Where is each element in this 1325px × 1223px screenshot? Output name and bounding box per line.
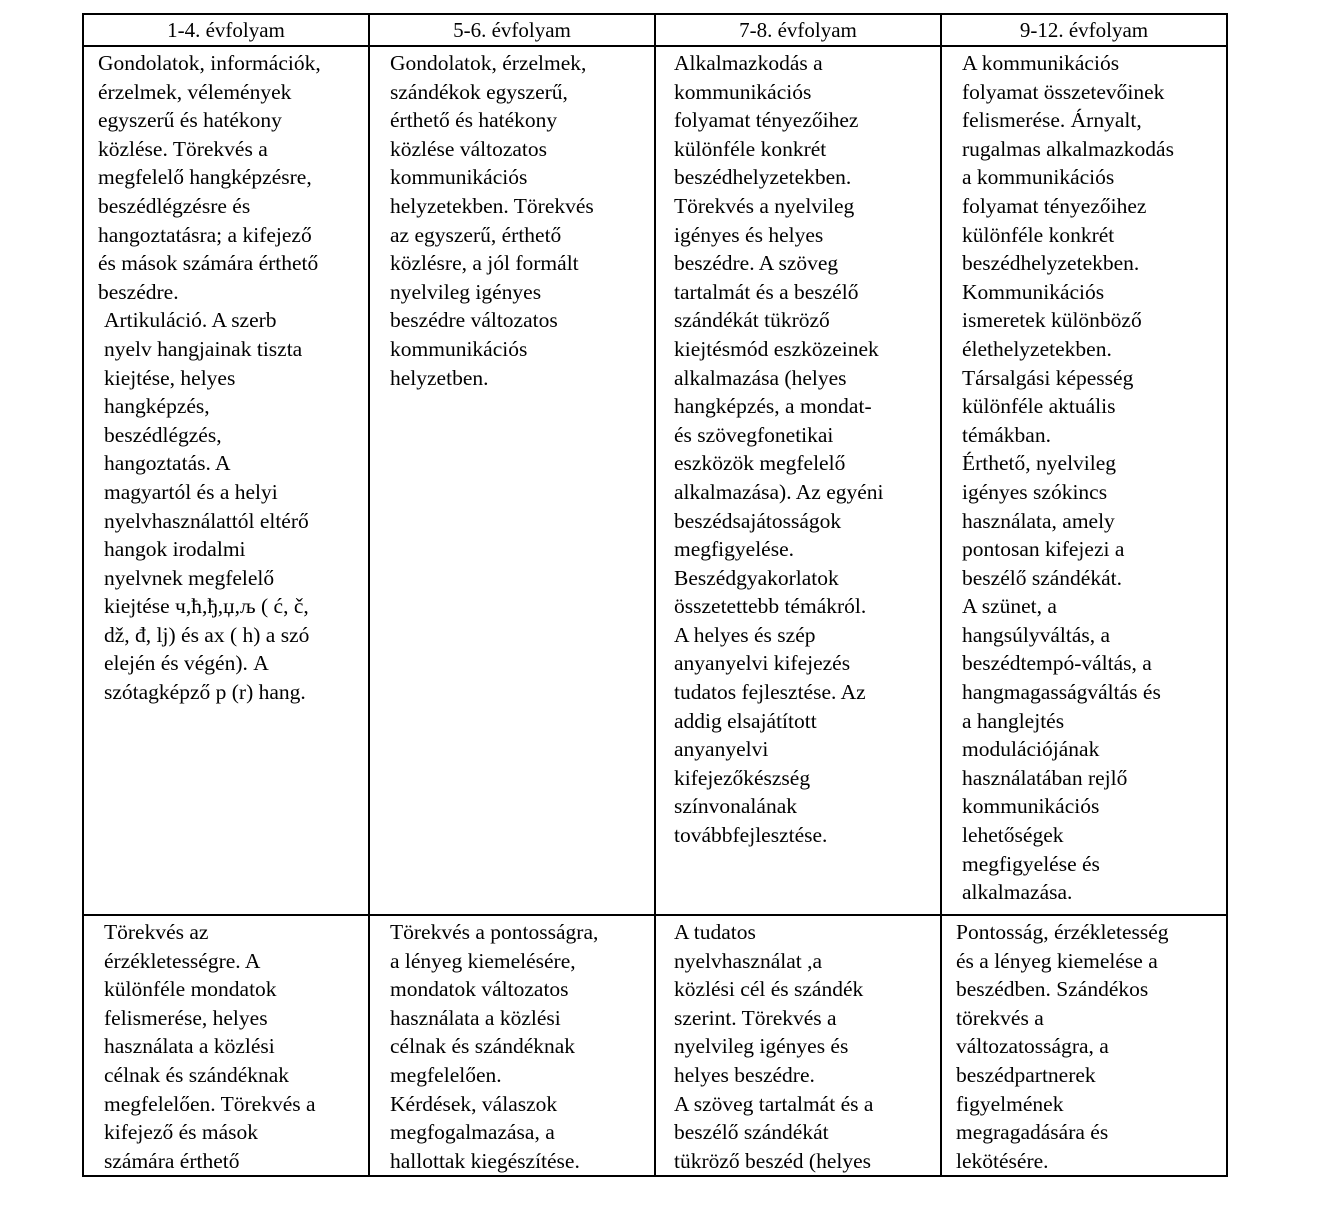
cell-grade-7-8	[655, 46, 941, 915]
cell-paragraph: Alkalmazkodás a kommunikációs folyamat tényezőihez különféle konkrét beszédhelyzetekben. Törekvés a nyelvileg igényes és helyes beszédre. A szöveg tartalmát és a beszélő szándékát tükröző kiejtésmód eszközeinek alkalmazása (helyes hangképzés, a mondat- és szövegfonetikai eszközök megfelelő alkalmazása). Az egyéni beszédsajátosságok megfigyelése. Beszédgyakorlatok összetettebb témákról. A helyes és szép anyanyelvi kifejezés tudatos fejlesztése. Az addig elsajátított anyanyelvi kifejezőkészség színvonalának továbbfejlesztése.	[674, 51, 884, 848]
cell-paragraph: Törekvés az érzékletességre. A különféle mondatok felismerése, helyes használata a közlési célnak és szándéknak megfelelően. Törekvés a kifejező és mások számára érthető	[104, 920, 316, 1173]
cell-grade-5-6	[369, 915, 655, 1176]
cell-paragraph: A tudatos nyelvhasználat ,a közlési cél és szándék szerint. Törekvés a nyelvileg igényes és helyes beszédre. A szöveg tartalmát és a beszélő szándékát tükröző beszéd (helyes	[674, 920, 874, 1173]
cell-paragraph: Pontosság, érzékletesség és a lényeg kiemelése a beszédben. Szándékos törekvés a változatosságra, a beszédpartnerek figyelmének megragadására és lekötésére.	[956, 920, 1169, 1173]
table-header-row	[83, 14, 1227, 46]
header-grade-9-12: 9-12. évfolyam	[941, 14, 1227, 46]
cell-paragraph: A kommunikációs folyamat összetevőinek felismerése. Árnyalt, rugalmas alkalmazkodás a kommunikációs folyamat tényezőihez különféle konkrét beszédhelyzetekben. Kommunikációs ismeretek különböző élethelyzetekben. Társalgási képesség különféle aktuális témákban. Érthető, nyelvileg igényes szókincs használata, amely pontosan kifejezi a beszélő szándékát.	[962, 51, 1174, 590]
cell-paragraph: Artikuláció. A szerb nyelv hangjainak tiszta kiejtése, helyes hangképzés, beszédlégzés, hangoztatás. A magyartól és a helyi nyelvhasználattól eltérő hangok irodalmi nyelvnek megfelelő kiejtése ч,ћ,ђ,џ,љ ( ć, č, dž, đ, lj) és ах ( h) a szó elején és végén). A szótagképző р (r) hang.	[104, 308, 310, 705]
table-row	[83, 915, 1227, 1176]
header-grade-7-8: 7-8. évfolyam	[655, 14, 941, 46]
table-row	[83, 46, 1227, 915]
cell-grade-9-12	[941, 915, 1227, 1176]
header-grade-5-6: 5-6. évfolyam	[369, 14, 655, 46]
header-grade-1-4: 1-4. évfolyam	[83, 14, 369, 46]
cell-grade-9-12	[941, 46, 1227, 915]
cell-grade-1-4	[83, 915, 369, 1176]
cell-paragraph: Gondolatok, információk, érzelmek, vélemények egyszerű és hatékony közlése. Törekvés a megfelelő hangképzésre, beszédlégzésre és hangoztatásra; a kifejező és mások számára érthető beszédre.	[98, 51, 321, 304]
cell-grade-5-6	[369, 46, 655, 915]
cell-grade-1-4	[83, 46, 369, 915]
cell-paragraph: Törekvés a pontosságra, a lényeg kiemelésére, mondatok változatos használata a közlési célnak és szándéknak megfelelően. Kérdések, válaszok megfogalmazása, a hallottak kiegészítése.	[390, 920, 599, 1173]
cell-paragraph: A szünet, a hangsúlyváltás, a beszédtempó-váltás, a hangmagasságváltás és a hanglejtés modulációjának használatában rejlő kommunikációs lehetőségek megfigyelése és alkalmazása.	[962, 594, 1161, 905]
cell-paragraph: Gondolatok, érzelmek, szándékok egyszerű, érthető és hatékony közlése változatos kommunikációs helyzetekben. Törekvés az egyszerű, érthető közlésre, a jól formált nyelvileg igényes beszédre változatos kommunikációs helyzetben.	[390, 51, 594, 390]
curriculum-table	[82, 13, 1228, 1177]
cell-grade-7-8	[655, 915, 941, 1176]
